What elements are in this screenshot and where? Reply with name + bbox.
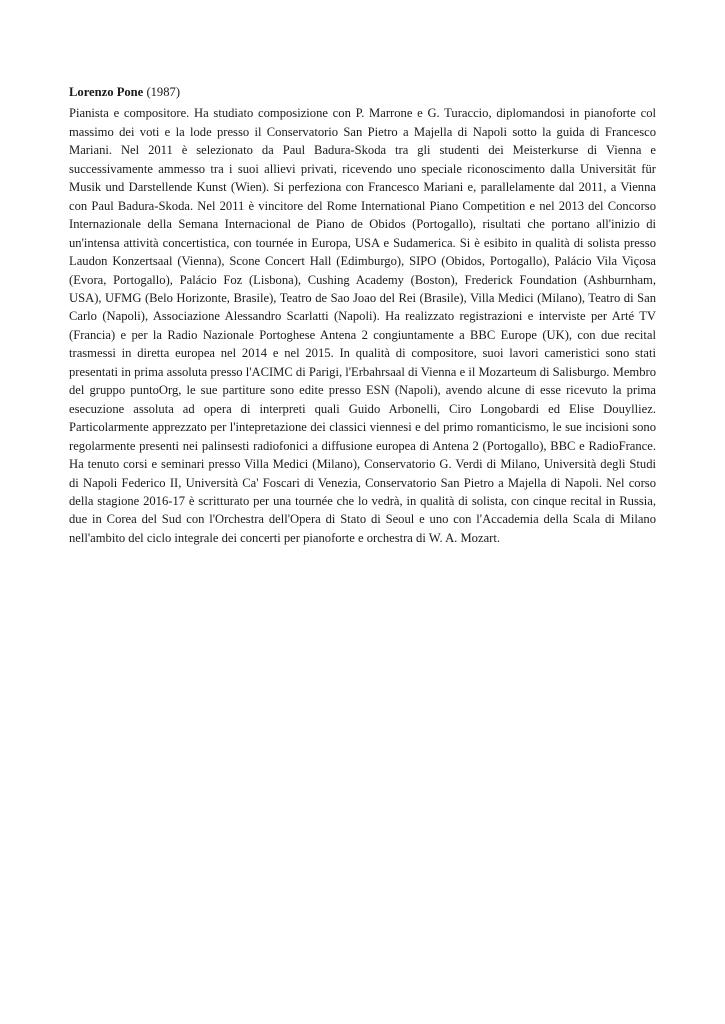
biography-heading: [69, 83, 656, 101]
artist-name: Lorenzo Pone: [69, 85, 144, 99]
biography-text: Pianista e compositore. Ha studiato composizione con P. Marrone e G. Turaccio, diplomandosi in pianoforte col massimo dei voti e la lode presso il Conservatorio San Pietro a Majella di Napoli sotto la guida di Francesco Mariani. Nel 2011 è selezionato da Paul Badura-Skoda tra gli studenti dei Meisterkurse di Vienna e successivamente ammesso tra i suoi allievi privati, ricevendo uno speciale riconoscimento dalla Universität für Musik und Darstellende Kunst (Wien). Si perfeziona con Francesco Mariani e, parallelamente dal 2011, a Vienna con Paul Badura-Skoda. Nel 2011 è vincitore del Rome International Piano Competition e nel 2013 del Concorso Internazionale della Semana Internacional de Piano de Obidos (Portogallo), risultati che portano all'inizio di un'intensa attività concertistica, con tournée in Europa, USA e Sudamerica. Si è esibito in qualità di solista presso Laudon Konzertsaal (Vienna), Scone Concert Hall (Edimburgo), SIPO (Obidos, Portogallo), Palácio Vila Viçosa (Evora, Portogallo), Palácio Foz (Lisbona), Cushing Academy (Boston), Frederick Foundation (Ashburnham, USA), UFMG (Belo Horizonte, Brasile), Teatro de Sao Joao del Rei (Brasile), Villa Medici (Milano), Teatro di San Carlo (Napoli), Associazione Alessandro Scarlatti (Napoli). Ha realizzato registrazioni e interviste per Arté TV (Francia) e per la Radio Nazionale Portoghese Antena 2 congiuntamente a BBC Europe (UK), con due recital trasmessi in diretta europea nel 2014 e nel 2015. In qualità di compositore, suoi lavori cameristici sono stati presentati in prima assoluta presso l'ACIMC di Parigi, l'Erbahrsaal di Vienna e il Mozarteum di Salisburgo. Membro del gruppo puntoOrg, le sue partiture sono edite presso ESN (Napoli), avendo alcune di esse ricevuto la prima esecuzione assoluta ad opera di interpreti quali Guido Arbonelli, Ciro Longobardi ed Elise Douylliez. Particolarmente apprezzato per l'intepretazione dei classici viennesi e del primo romanticismo, le sue incisioni sono regolarmente presenti nei palinsesti radiofonici a diffusione europea di Antena 2 (Portogallo), BBC e RadioFrance. Ha tenuto corsi e seminari presso Villa Medici (Milano), Conservatorio G. Verdi di Milano, Università degli Studi di Napoli Federico II, Università Ca' Foscari di Venezia, Conservatorio San Pietro a Majella di Napoli. Nel corso della stagione 2016-17 è scritturato per una tournée che lo vedrà, in qualità di solista, con cinque recital in Russia, due in Corea del Sud con l'Orchestra dell'Opera di Stato di Seoul e uno con l'Accademia della Scala di Milano nell'ambito del ciclo integrale dei concerti per pianoforte e orchestra di W. A. Mozart.: [69, 106, 656, 545]
birth-year: (1987): [146, 85, 181, 99]
biography-section: [69, 83, 656, 547]
